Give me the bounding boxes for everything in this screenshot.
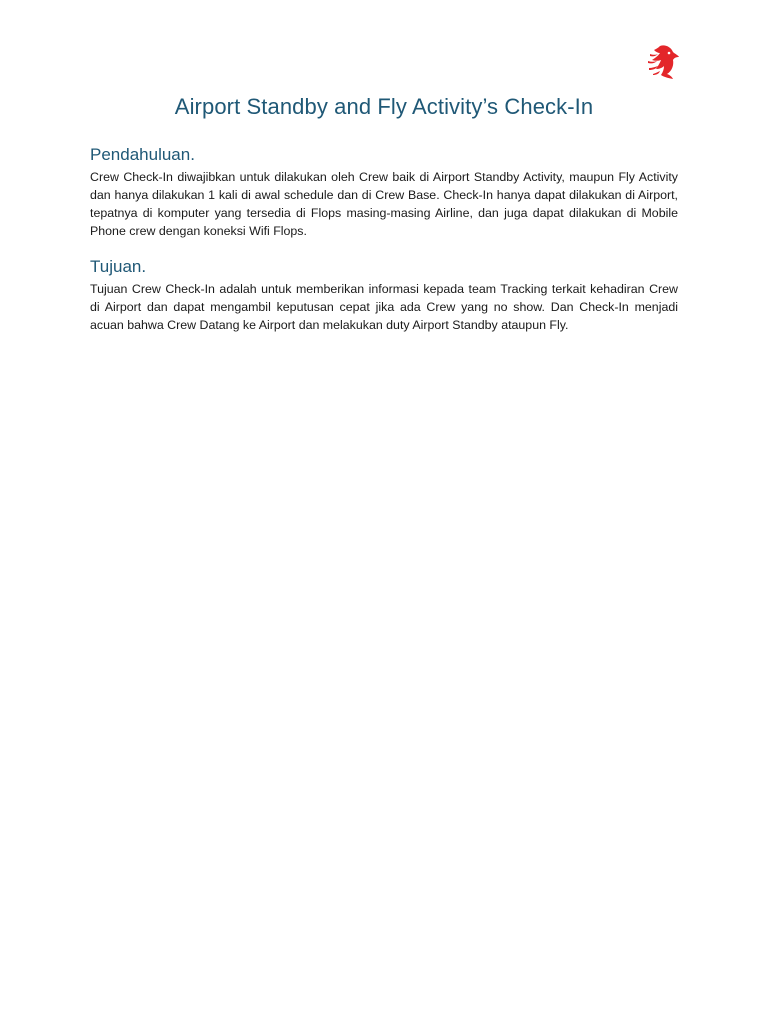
section-body: Tujuan Crew Check-In adalah untuk memberikan informasi kepada team Tracking terkait kehadiran Crew di Airport dan dapat mengambil keputusan cepat jika ada Crew yang no show. Dan Check-In menjadi acuan bahwa Crew Datang ke Airport dan melakukan duty Airport Standby ataupun Fly. [90, 282, 678, 332]
section-heading: Tujuan. [90, 257, 147, 276]
section-pendahuluan [90, 144, 678, 240]
section-tujuan [90, 256, 678, 334]
page-title: Airport Standby and Fly Activity’s Check-In [174, 94, 594, 119]
section-heading: Pendahuluan. [90, 145, 195, 164]
lion-bird-logo-icon [646, 44, 680, 80]
section-body: Crew Check-In diwajibkan untuk dilakukan oleh Crew baik di Airport Standby Activity, maupun Fly Activity dan hanya dilakukan 1 kali di awal schedule dan di Crew Base. Check-In hanya dapat dilakukan di Airport, tepatnya di komputer yang tersedia di Flops masing-masing Airline, dan juga dapat dilakukan di Mobile Phone crew dengan koneksi Wifi Flops. [90, 170, 678, 238]
